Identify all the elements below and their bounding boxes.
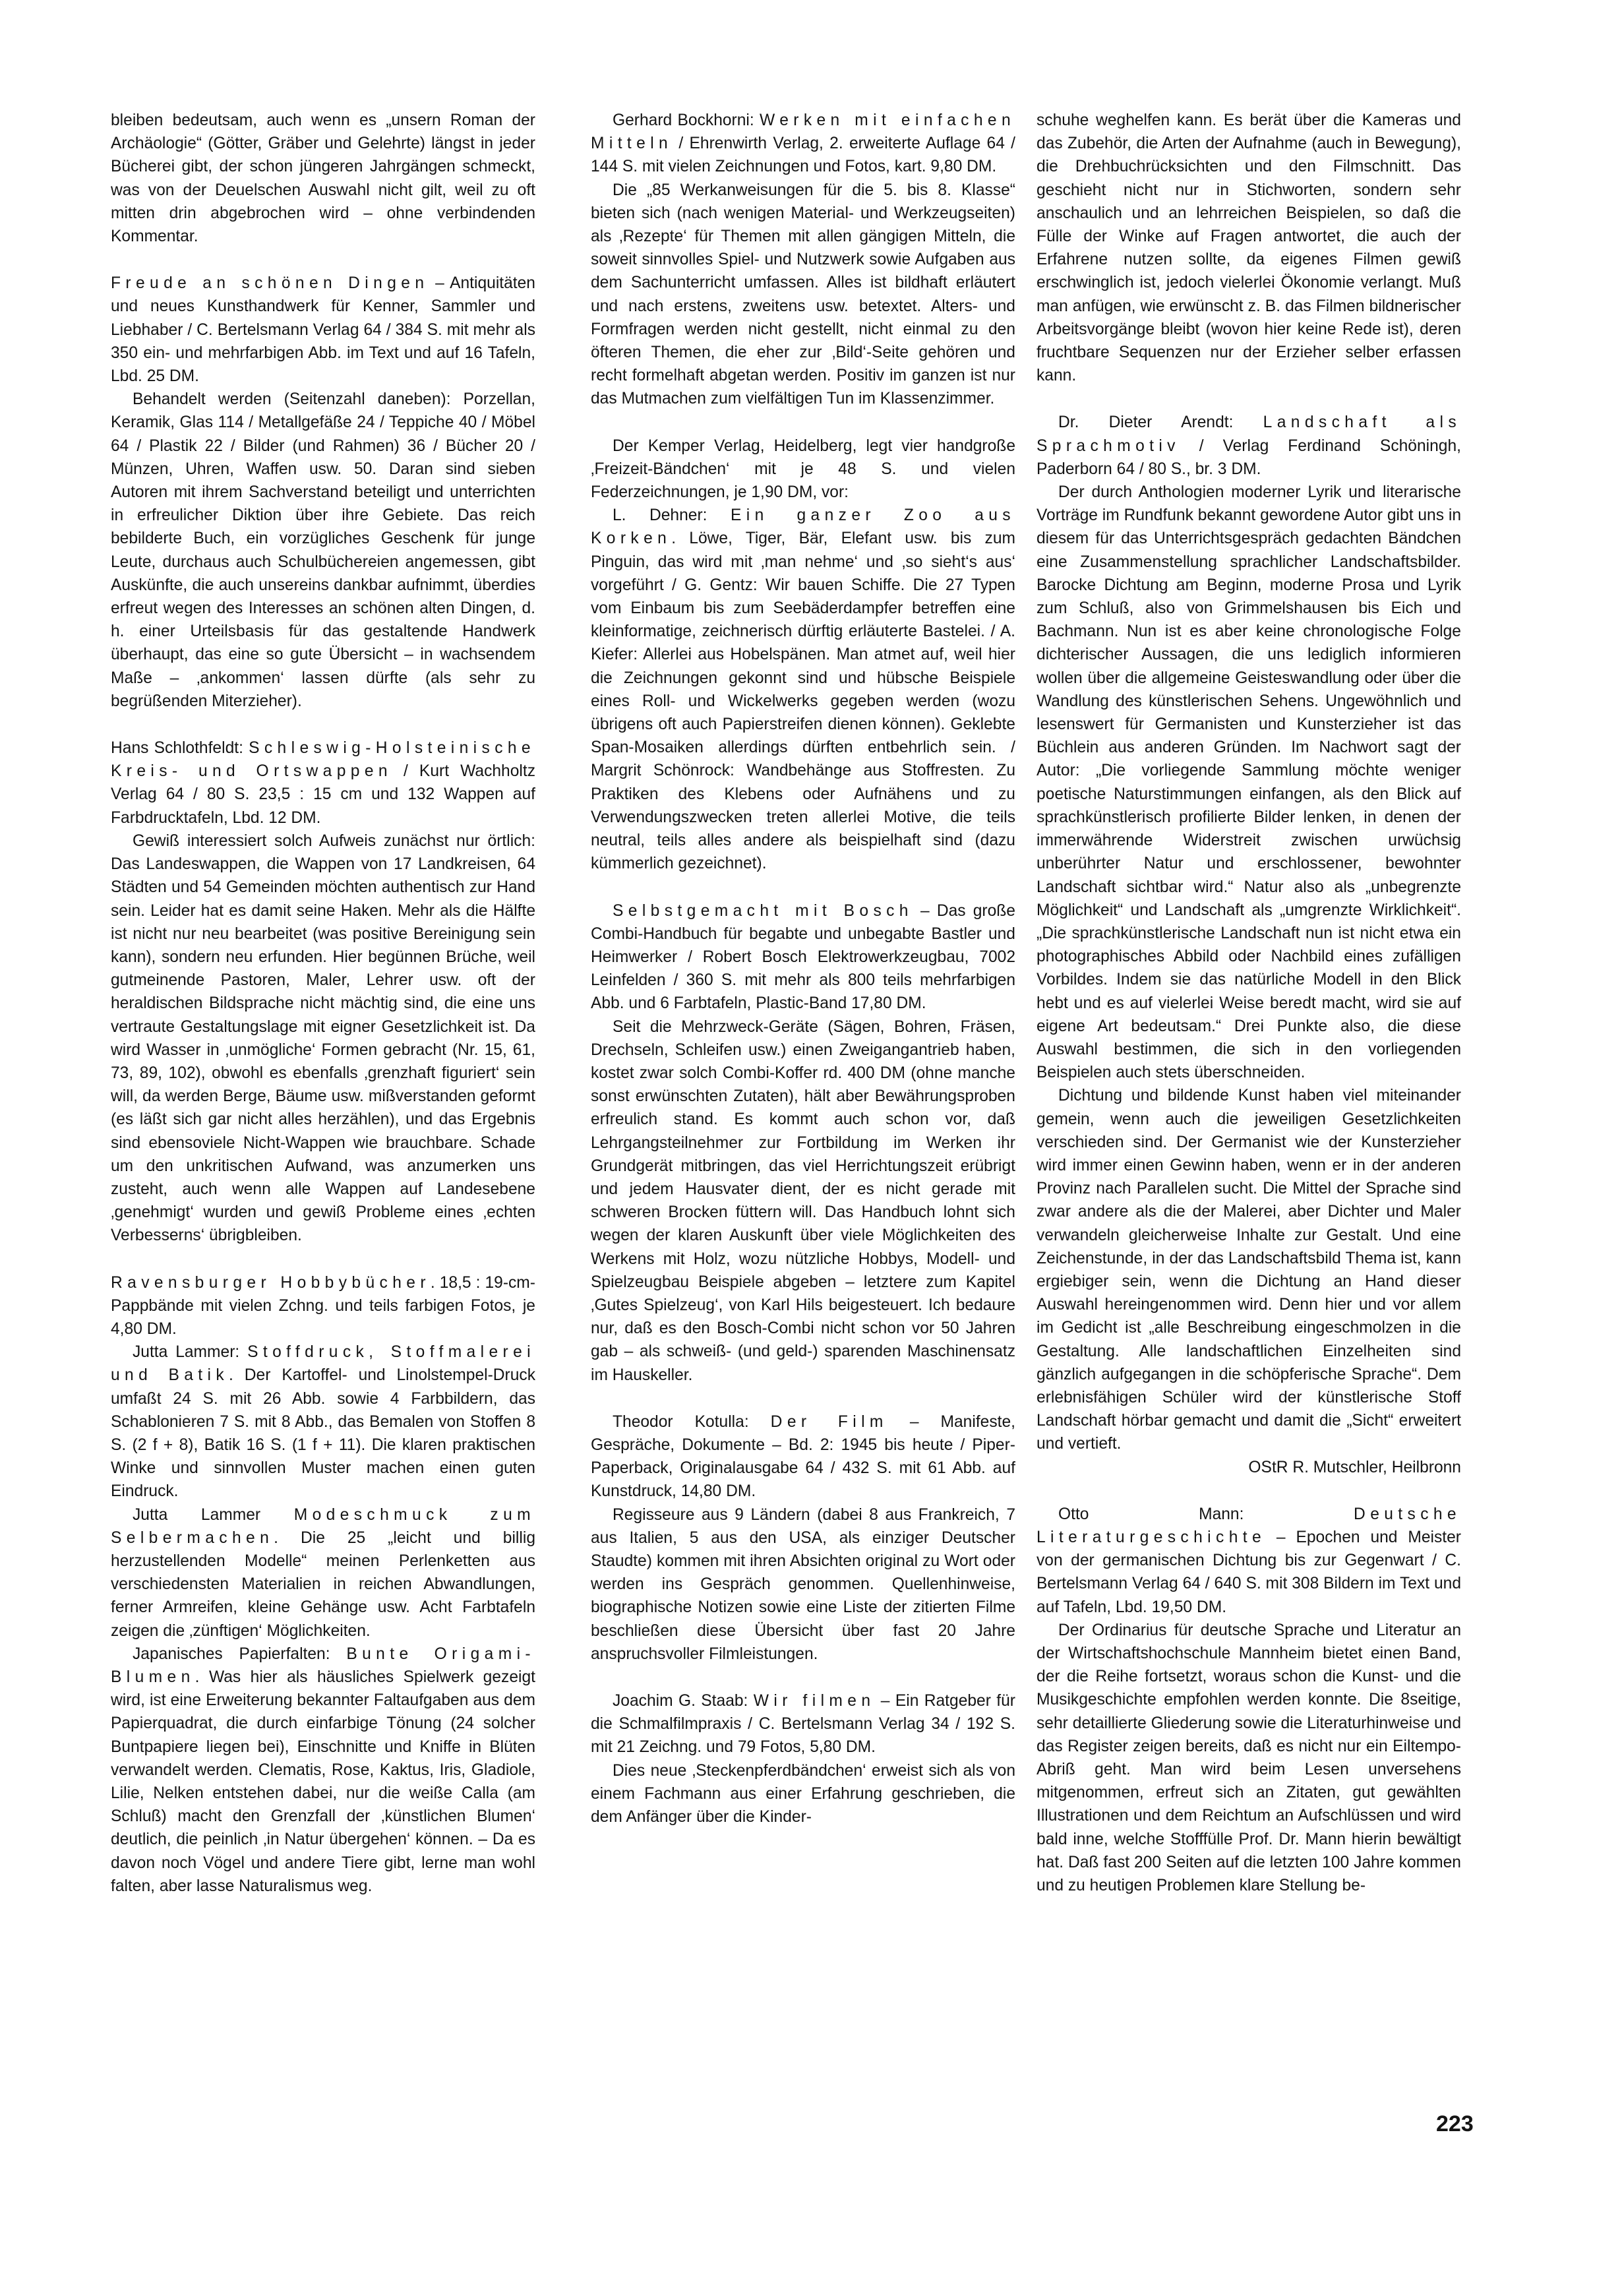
book-title: Ravensburger Hobbybücher [111,1273,431,1292]
book-title: Schleswig-Holsteinische Kreis- und Ortswappen [111,739,535,781]
reviewer-signature: OStR R. Mutschler, Heilbronn [1248,1458,1461,1476]
book-title: Stoffdruck, Stoffmalerei und Batik [111,1343,535,1385]
paragraph-text: Seit die Mehrzweck-Geräte (Sägen, Bohren, Fräsen, Drechseln, Schleifen usw.) einen Zweigangantrieb haben, kostet zwar solch Combi-Koffer rd. 400 DM (ohne manche sonst erwünschten Zutaten), hält aber Bewährungsproben erfreulich stand. Es kommt auch schon vor, daß Lehrgangsteilnehmer zur Fortbildung im Werken ihr Grundgerät mitbringen, das viel Herrichtungszeit erübrigt und jedem Hausvater dient, der es nicht gerade mit schweren Brocken füttern will. Das Handbuch lohnt sich wegen der klaren Auskunft über viele Möglichkeiten des Werkens mit Holz, wozu nützliche Hobbys, Modell- und Spielzeugbau Beispiele abgeben – letztere zum Kapitel ‚Gutes Spielzeug‘, von Karl Hils beigesteuert. Ich bedaure nur, daß es den Bosch-Combi nicht schon vor 50 Jahren gab – als schweiß- (und geld-) sparenden Maschinensatz im Hauskeller. [591,1017,1015,1384]
review-entry [111,1643,535,1898]
column-left [111,109,535,1898]
paragraph-text: Regisseure aus 9 Ländern (dabei 8 aus Frankreich, 7 aus Italien, 5 aus den USA, als einziger Deutscher Staudte) kommen mit ihren Absichten original zu Wort oder werden ins Gespräch genommen. Quellenhinweise, biographische Notizen sowie eine Liste der zitierten Filme beschließen diese Übersicht über fast 20 Jahre anspruchsvoller Filmleistungen. [591,1505,1015,1663]
paragraph-text: / Verlag Ferdinand Schöningh, Paderborn 64 / 80 S., br. 3 DM. [1036,437,1461,478]
book-title: Werken mit einfachen Mitteln [591,111,1015,153]
page-number: 223 [1436,2111,1474,2136]
author-name: Japanisches Papierfalten: [133,1645,347,1663]
paragraph-text: . Die 25 „leicht und billig herzustellenden Modelle“ meinen Perlenketten aus verschiedensten Materialien in reichen Abwandlungen, ferner Armreifen, kleine Gehänge usw. Acht Farbtafeln zeigen die ‚zünftigen‘ Möglichkeiten. [111,1528,535,1640]
paragraph-text: Der Ordinarius für deutsche Sprache und Literatur an der Wirtschaftshochschule Mannheim bietet einen Band, der die Reihe fortsetzt, woraus schon die Kunst- und die Musikgeschichte empfohlen werden konnte. Die 8seitige, sehr detaillierte Gliederung sowie die Literaturhinweise und das Register zeigen bereits, daß es nicht nur ein Eiltempo-Abriß geht. Man wird beim Lesen unversehens mitgenommen, erfreut sich an Zitaten, gut gewählten Illustrationen und dem Reichtum an Aufschlüssen und wird bald inne, welche Stofffülle Prof. Dr. Mann hierin bewältigt hat. Daß fast 200 Seiten auf die letzten 100 Jahre kommen und zu heutigen Problemen klare Stellung be- [1036,1621,1461,1895]
paragraph-text: Der durch Anthologien moderner Lyrik und literarische Vorträge im Rundfunk bekannt gewordene Autor gibt uns in diesem für das Unterrichtsgespräch gedachten Bändchen eine Zusammenstellung sprachlicher Landschaftsbilder. Barocke Dichtung am Beginn, moderne Prosa und Lyrik zum Schluß, also von Grimmelshausen bis Eich und Bachmann. Nun ist es aber keine chronologische Folge dichterischer Aussagen, die uns lediglich informieren wollen über die allgemeine Geisteswandlung oder über die Wandlung des künstlerischen Sehens. Ungewöhnlich und lesenswert für Germanisten und Kunsterzieher ist das Büchlein aus anderen Gründen. Im Nachwort sagt der Autor: „Die vorliegende Sammlung möchte weniger poetische Naturstimmungen einfangen, als den Blick auf sprachkünstlerisch profilierte Bilder lenken, in denen der immerwährende Widerstreit zwischen urwüchsig unberührter Natur und erschlossener, bewohnter Landschaft sichtbar wird.“ Natur also als „unbegrenzte Möglichkeit“ und Landschaft als „umgrenzte Wirklichkeit“. „Die sprachkünstlerische Landschaft nun ist nicht etwa ein photographisches Abbild oder Nachbild eines zufälligen Vorbildes. Indem sie das natürliche Modell in den Blick hebt und es auf vielerlei Weise beredt macht, wird sie auf eigene Art bedeutsam.“ Drei Punkte also, die diese Auswahl bestimmen, die sich in den vorliegenden Beispielen auch stets überschneiden. [1036,483,1461,1082]
review-paragraph [591,1759,1015,1829]
author-name: Hans Schlothfeldt: [111,739,249,758]
review-paragraph [591,1503,1015,1666]
paragraph-text: . Der Kartoffel- und Linolstempel-Druck umfaßt 24 S. mit 26 Abb. sowie 4 Farbbildern, das Schablonieren 7 S. mit 8 Abb., das Bemalen von Stoffen 8 S. (2 f + 8), Batik 16 S. (1 f + 11). Die klaren praktischen Winke und sinnvollen Muster machen einen guten Eindruck. [111,1366,535,1501]
review-paragraph [591,1015,1015,1387]
author-name: Otto Mann: [1058,1505,1354,1523]
paragraph-text: . Was hier als häusliches Spielwerk gezeigt wird, ist eine Erweiterung bekannter Faltaufgaben aus dem Papierquadrat, die durch einfarbige Tönung (24 solcher Buntpapiere liegen bei), Einschnitte und Kniffe in Blüten verwandelt werden. Clematis, Rose, Kaktus, Iris, Gladiole, Lilie, Nelken entstehen dabei, nur die weiße Calla (am Schluß) macht den Grenzfall der ‚künstlichen Blumen‘ deutlich, die peinlich ‚in Natur übergehen‘ können. – Da es davon noch Vögel und andere Tiere gibt, lerne man wohl falten, aber lasse Naturalismus weg. [111,1668,535,1895]
paragraph-text: Der Kemper Verlag, Heidelberg, legt vier handgroße ‚Freizeit-Bändchen‘ mit je 48 S. und vielen Federzeichnungen, je 1,90 DM, vor: [591,437,1015,502]
author-name: Joachim G. Staab: [613,1692,754,1710]
author-name: Gerhard Bockhorni: [613,111,760,129]
paragraph-text: Dies neue ‚Steckenpferdbändchen‘ erweist sich als von einem Fachmann aus einer Erfahrung geschrieben, die dem Anfänger über die Kinder- [591,1761,1015,1827]
paragraph-text: – Ein Ratgeber für die Schmalfilmpraxis / C. Bertelsmann Verlag 34 / 192 S. mit 21 Zeichng. und 79 Fotos, 5,80 DM. [591,1692,1015,1757]
paragraph-text: / Kurt Wachholtz Verlag 64 / 80 S. 23,5 : 15 cm und 132 Wappen auf Farbdrucktafeln, Lbd. 12 DM. [111,762,535,827]
book-title: Wir filmen [753,1692,876,1710]
author-name: L. Dehner: [613,506,731,525]
column-middle [591,109,1015,1828]
book-title: Der Film [770,1412,888,1431]
review-paragraph [1036,109,1461,387]
review-entry [111,1341,535,1503]
review-paragraph [111,388,535,713]
review-paragraph [1036,1084,1461,1455]
review-entry [591,1410,1015,1503]
author-name: Dr. Dieter Arendt: [1058,413,1263,432]
paragraph-spacer [591,411,1015,435]
paragraph-text: bleiben bedeutsam, auch wenn es „unsern Roman der Archäologie“ (Götter, Gräber und Gelehrte) längst in jeder Bücherei gibt, der schon jüngeren Jahrgängen schmeckt, was von der Deuelschen Auswahl nicht gilt, weil zu oft mitten drin abgebrochen wird – ohne verbindenden Kommentar. [111,111,535,246]
review-entry [1036,1503,1461,1619]
book-title: Selbstgemacht mit Bosch [613,901,913,920]
paragraph-text: – Epochen und Meister von der germanischen Dichtung bis zur Gegenwart / C. Bertelsmann Verlag 64 / 640 S. mit 308 Bildern im Text und auf Tafeln, Lbd. 19,50 DM. [1036,1528,1461,1616]
review-entry [591,1689,1015,1759]
review-paragraph [591,435,1015,504]
book-title: Deutsche Literaturgeschichte [1036,1505,1461,1546]
review-entry [591,109,1015,179]
paragraph-text: Die „85 Werkanweisungen für die 5. bis 8. Klasse“ bieten sich (nach wenigen Material- und Werkzeugseiten) als ‚Rezepte‘ für Themen mit allen gängigen Mitteln, die soweit sinnvolles Spiel- und Nutzwerk sowie Aufgaben aus dem Sachunterricht umfassen. Alles ist bildhaft erläutert und nach erstens, zweitens usw. betextet. Alters- und Formfragen werden nicht gestellt, nicht einmal zu den öfteren Themen, die eher zur ‚Bild‘-Seite gehören und recht formelhaft abgetan werden. Positiv im ganzen ist nur das Mutmachen zum vielfältigen Tun im Klassenzimmer. [591,181,1015,408]
review-entry [591,899,1015,1015]
paragraph-spacer [591,1387,1015,1410]
paragraph-spacer [591,1666,1015,1689]
paragraph-text: / Ehrenwirth Verlag, 2. erweiterte Auflage 64 / 144 S. mit vielen Zeichnungen und Fotos, kart. 9,80 DM. [591,135,1015,176]
paragraph-spacer [111,248,535,272]
review-entry [111,1271,535,1341]
author-name: Jutta Lammer: [133,1343,248,1362]
paragraph-text: – Antiquitäten und neues Kunsthandwerk für Kenner, Sammler und Liebhaber / C. Bertelsmann Verlag 64 / 384 S. mit mehr als 350 ein- und mehrfarbigen Abb. im Text und auf 16 Tafeln, Lbd. 25 DM. [111,274,535,386]
review-paragraph [111,109,535,248]
author-name: Theodor Kotulla: [613,1412,771,1431]
book-title: Ein ganzer Zoo aus Korken [591,506,1015,548]
review-entry [111,272,535,388]
review-paragraph [591,179,1015,411]
paragraph-text: Dichtung und bildende Kunst haben viel miteinander gemein, wenn auch die jeweiligen Gesetzlichkeiten verschieden sind. Der Germanist wie der Kunsterzieher wird immer einen Gewinn haben, wenn er in der anderen Provinz nach Parallelen sucht. Die Mittel der Sprache sind zwar andere als die der Malerei, aber Dichter und Maler verwandeln gleicherweise Inhalte zur Gestalt. Und eine Zeichenstunde, in der das Landschaftsbild Thema ist, kann ergiebiger sein, wenn die Dichtung an Hand dieser Auswahl hereingenommen wird. Denn hier und vor allem im Gedicht ist „alle Beschreibung eingeschmolzen in die Gestaltung. Alle landschaftlichen Einzelheiten sind gänzlich aufgegangen in die schöpferische Sprache“. Dem erlebnisfähigen Schüler wird der künstlerische Stoff Landschaft hörbar gemacht und damit die „Sicht“ erweitert und vertieft. [1036,1087,1461,1453]
review-paragraph [1036,481,1461,1084]
paragraph-text: Behandelt werden (Seitenzahl daneben): Porzellan, Keramik, Glas 114 / Metallgefäße 24 / Teppiche 40 / Möbel 64 / Plastik 22 / Bilder (und Rahmen) 36 / Bücher 20 / Münzen, Uhren, Waffen usw. 50. Daran sind sieben Autoren mit ihrem Sachverstand beteiligt und unterrichten in erfreulicher Diktion über ihre Gebiete. Das reich bebilderte Buch, ein vorzügliches Geschenk für junge Leute, durchaus auch Schulbüchereien angemessen, gibt Auskünfte, die auch unsereins dankbar aufnimmt, überdies erfreut wegen des Interesses an schönen alten Dingen, d. h. einer Urteilsbasis für das gestaltende Handwerk überhaupt, das eine so gute Übersicht – in wachsendem Maße – ‚ankommen‘ lassen dürfte (als sehr zu begrüßenden Miterzieher). [111,390,535,710]
paragraph-text: – Das große Combi-Handbuch für begabte und unbegabte Bastler und Heimwerker / Robert Bosch Elektrowerkzeugbau, 7002 Leinfelden / 360 S. mit mehr als 800 teils mehrfarbigen Abb. und 6 Farbtafeln, Plastic-Band 17,80 DM. [591,901,1015,1013]
paragraph-text: – Manifeste, Gespräche, Dokumente – Bd. 2: 1945 bis heute / Piper-Paperback, Originalausgabe 64 / 432 S. mit 61 Abb. auf Kunstdruck, 14,80 DM. [591,1412,1015,1501]
paragraph-text: . Löwe, Tiger, Bär, Elefant usw. bis zum Pinguin, das wird mit ‚man nehme‘ und ‚so sieht‘s aus‘ vorgeführt / G. Gentz: Wir bauen Schiffe. Die 27 Typen vom Einbaum bis zum Seebäderdampfer betreffen eine kleinformatige, zeichnerisch dürftig erläuterte Bastelei. / A. Kiefer: Allerlei aus Hobelspänen. Man atmet auf, weil hier die Zeichnungen gekonnt sind und hübsche Beispiele eines Roll- und Wickelwerks gegeben werden (wozu übrigens oft auch Papierstreifen dienen können). Geklebte Span-Mosaiken allerdings dürften entbehrlich sein. / Margrit Schönrock: Wandbehänge aus Stoffresten. Zu Praktiken des Klebens oder Aufnähens und zu Verwendungszwecken treten allerlei Motive, die teils neutral, teils alles andere als beispielhaft sind (dazu kümmerlich gezeichnet). [591,529,1015,873]
paragraph-spacer [111,1248,535,1271]
review-entry [111,737,535,830]
review-entry [1036,411,1461,481]
book-title: Freude an schönen Dingen [111,274,429,293]
paragraph-text: Gewiß interessiert solch Aufweis zunächst nur örtlich: Das Landeswappen, die Wappen von 17 Landkreisen, 64 Städten und 54 Gemeinden möchten authentisch zur Hand sein. Leider hat es damit seine Haken. Mehr als die Hälfte ist nicht nur neu bearbeitet (was positive Bereinigung sein kann), sondern neu erfunden. Hier begünnen Brüche, weil gutmeinende Pastoren, Maler, Lehrer usw. oft der heraldischen Bildsprache nicht mächtig sind, die eine uns vertraute Gestaltungslage mit eigner Gesetzlichkeit ist. Da wird Wasser in ‚unmögliche‘ Formen gebracht (Nr. 15, 61, 73, 89, 102), obwohl es ebenfalls ‚grenzhaft figuriert‘ sein will, da werden Berge, Bäume usw. mißverstanden geformt (es läßt sich gar nicht alles herzählen), und das Ergebnis sind ebensoviele Nicht-Wappen wie brauchbare. Schade um den unkritischen Aufwand, was anzumerken uns zusteht, auch wenn alle Wappen auf Landesebene ‚genehmigt‘ wurden und gewiß Probleme eines ‚echten Verbesserns‘ übrigbleiben. [111,831,535,1245]
paragraph-spacer [1036,1479,1461,1503]
author-name: Jutta Lammer [133,1505,294,1524]
book-title: Landschaft als Sprachmotiv [1036,413,1461,455]
book-title: Bunte Origami-Blumen [111,1645,535,1686]
paragraph-spacer [591,876,1015,899]
column-right [1036,109,1461,1897]
paragraph-spacer [1036,387,1461,411]
review-paragraph [1036,1619,1461,1897]
paragraph-spacer [111,713,535,737]
book-title: Modeschmuck zum Selbermachen [111,1505,536,1547]
paragraph-text: schuhe weghelfen kann. Es berät über die Kameras und das Zubehör, die Arten der Aufnahme (auch in Bewegung), die Drehbuchrücksichten und den Filmschnitt. Das geschieht nicht nur in Stichworten, sondern sehr anschaulich und an lehrreichen Beispielen, so daß die Fülle der Winke auf Fragen antwortet, die auch der Erfahrene nutzen sollte, da eigenes Filmen gewiß erschwinglich ist, jedoch vielerlei Ökonomie verlangt. Muß man anfügen, wie erwünscht z. B. das Filmen bildnerischer Arbeitsvorgänge bleibt (wovon hier keine Rede ist), deren fruchtbare Sequenzen nur der Erzieher selber erfassen kann. [1036,111,1461,385]
review-paragraph [111,830,535,1248]
paragraph-text: . 18,5 : 19-cm-Pappbände mit vielen Zchng. und teils farbigen Fotos, je 4,80 DM. [111,1273,535,1338]
review-entry [591,504,1015,875]
review-entry [111,1503,535,1643]
